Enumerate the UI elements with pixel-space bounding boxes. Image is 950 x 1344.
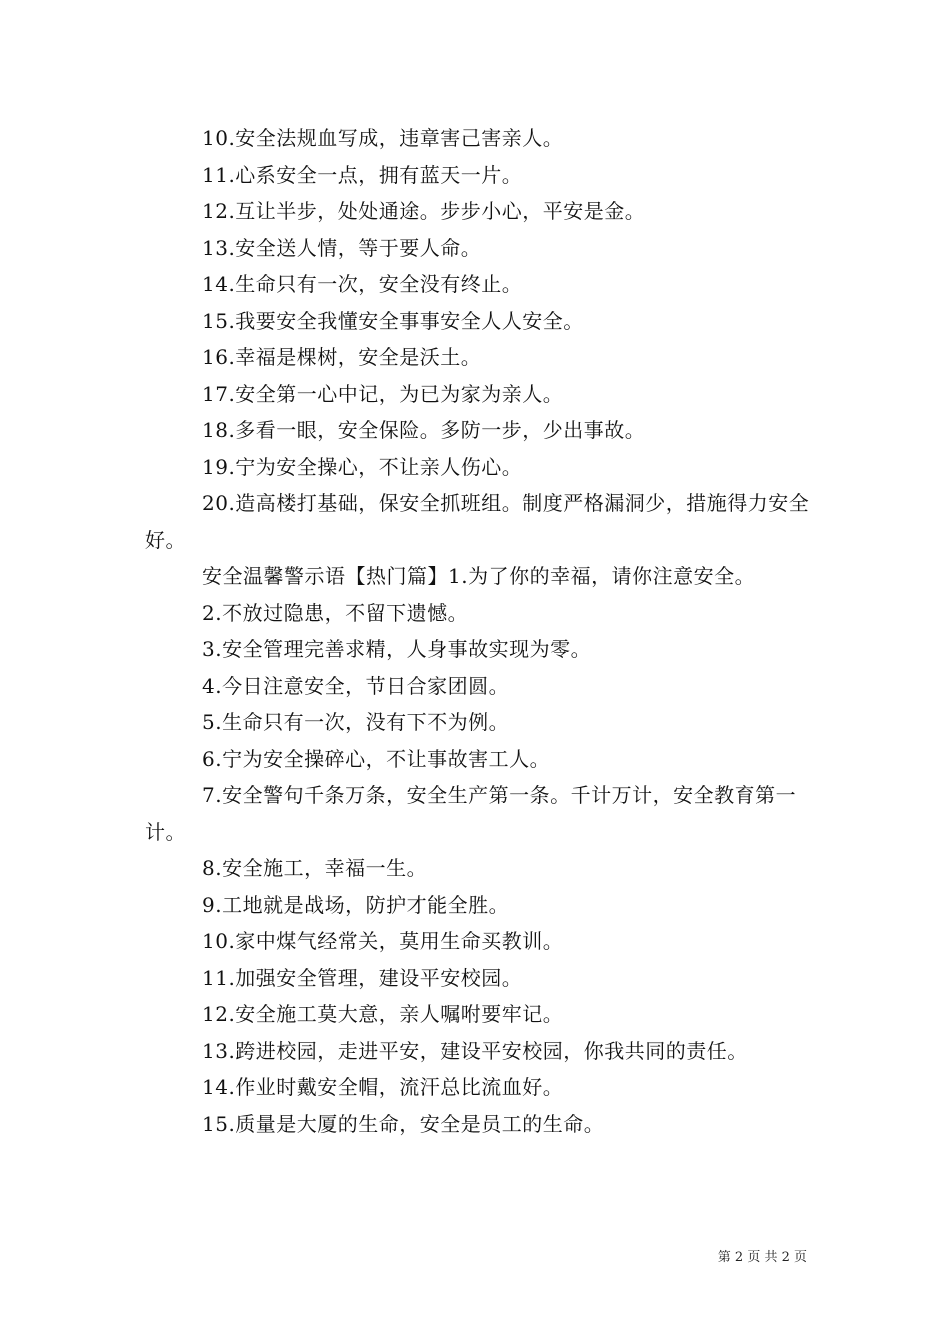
text-paragraph: 20.造高楼打基础，保安全抓班组。制度严格漏洞少，措施得力安全好。 <box>145 491 810 552</box>
text-paragraph: 7.安全警句千条万条，安全生产第一条。千计万计，安全教育第一计。 <box>145 783 797 844</box>
text-line: 8.安全施工，幸福一生。 <box>202 856 428 880</box>
text-line: 16.幸福是棵树，安全是沃土。 <box>202 345 482 369</box>
text-line: 15.质量是大厦的生命，安全是员工的生命。 <box>202 1111 605 1136</box>
text-line: 11.心系安全一点，拥有蓝天一片。 <box>202 162 523 187</box>
text-line: 19.宁为安全操心，不让亲人伤心。 <box>202 454 523 479</box>
text-line: 14.生命只有一次，安全没有终止。 <box>202 272 523 296</box>
text-line: 2.不放过隐患，不留下遗憾。 <box>202 600 469 625</box>
text-line: 14.作业时戴安全帽，流汗总比流血好。 <box>202 1075 564 1099</box>
text-line: 10.家中煤气经常关，莫用生命买教训。 <box>202 929 564 953</box>
page-number-footer: 第 2 页 共 2 页 <box>717 1250 807 1265</box>
text-line: 6.宁为安全操碎心，不让事故害工人。 <box>202 746 551 771</box>
section-heading-line: 安全温馨警示语【热门篇】1.为了你的幸福，请你注意安全。 <box>202 564 756 588</box>
text-line: 13.跨进校园，走进平安，建设平安校园，你我共同的责任。 <box>202 1038 748 1063</box>
text-line: 5.生命只有一次，没有下不为例。 <box>202 710 510 734</box>
text-line: 9.工地就是战场，防护才能全胜。 <box>202 892 510 917</box>
text-line: 12.互让半步，处处通途。步步小心，平安是金。 <box>202 199 646 223</box>
text-line: 11.加强安全管理，建设平安校园。 <box>202 965 523 990</box>
text-line: 4.今日注意安全，节日合家团圆。 <box>202 673 510 698</box>
text-line: 18.多看一眼，安全保险。多防一步，少出事故。 <box>202 418 646 442</box>
document-body <box>145 120 810 1142</box>
text-line: 10.安全法规血写成，违章害己害亲人。 <box>202 126 564 150</box>
text-line: 3.安全管理完善求精，人身事故实现为零。 <box>202 637 592 661</box>
text-line: 12.安全施工莫大意，亲人嘱咐要牢记。 <box>202 1002 564 1026</box>
text-line: 17.安全第一心中记，为已为家为亲人。 <box>202 381 564 406</box>
text-line: 15.我要安全我懂安全事事安全人人安全。 <box>202 308 584 333</box>
text-line: 13.安全送人情，等于要人命。 <box>202 235 482 260</box>
